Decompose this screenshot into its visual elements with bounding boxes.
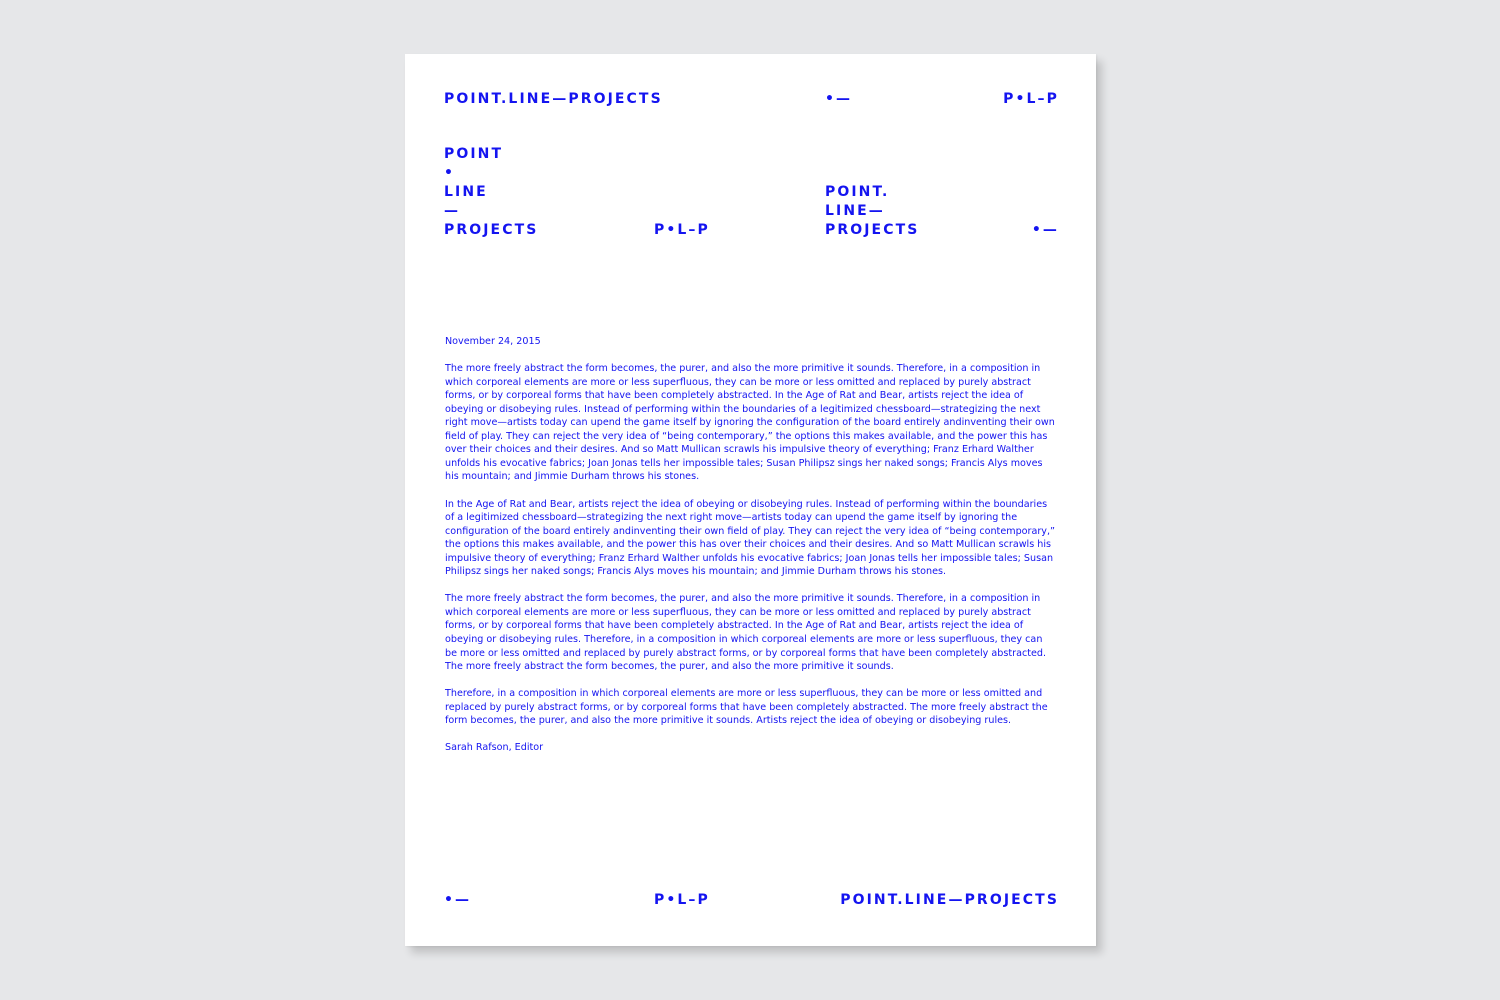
letter-paragraph: Therefore, in a composition in which corporeal elements are more or less superfluous, they can be more or less omitted and replaced by purely abstract forms, or by corporeal forms that have been completely abstracted. The more freely abstract the form becomes, the purer, and also the more primitive it sounds. Artists reject the idea of obeying or disobeying rules. bbox=[445, 688, 1048, 727]
letter-signature: Sarah Rafson, Editor bbox=[445, 742, 544, 754]
logo-compact-line: POINT. bbox=[825, 184, 890, 200]
header-monogram: P•L–P bbox=[1003, 91, 1059, 107]
logo-stacked-line: • bbox=[444, 165, 456, 181]
letter-date: November 24, 2015 bbox=[445, 336, 541, 347]
logo-stacked-vertical bbox=[444, 145, 538, 240]
footer-wordmark: POINT.LINE—PROJECTS bbox=[840, 892, 1059, 908]
header-mark: •— bbox=[825, 91, 853, 107]
logo-stacked-line: LINE bbox=[444, 184, 488, 200]
letter-body bbox=[445, 335, 1057, 755]
footer-mark: •— bbox=[444, 892, 472, 908]
letterhead-sheet bbox=[405, 54, 1096, 946]
footer-monogram: P•L–P bbox=[654, 892, 710, 908]
letter-paragraph: The more freely abstract the form becomes, the purer, and also the more primitive it sounds. Therefore, in a composition in which corporeal elements are more or less superfluous, they can be more or less omitted and replaced by purely abstract forms, or by corporeal forms that have been completely abstracted. In the Age of Rat and Bear, artists reject the idea of obeying or disobeying rules. Instead of performing within the boundaries of a legitimized chessboard—strategizing the next right move—artists today can upend the game itself by ignoring the configuration of the board entirely andinventing their own field of play. They can reject the very idea of “being contemporary,” the options this makes available, and the power this has over their choices and their desires. And so Matt Mullican scrawls his impulsive theory of everything; Franz Erhard Walther unfolds his evocative fabrics; Joan Jonas tells her impossible tales; Susan Philipsz sings her naked songs; Francis Alys moves his mountain; and Jimmie Durham throws his stones. bbox=[445, 363, 1055, 483]
logo-compact-line: LINE— bbox=[825, 203, 885, 219]
logo-compact-line: PROJECTS bbox=[825, 222, 920, 238]
header-wordmark: POINT.LINE—PROJECTS bbox=[444, 91, 663, 107]
logo-stacked-compact bbox=[825, 183, 919, 240]
logo-monogram: P•L–P bbox=[654, 222, 710, 238]
logo-mark: •— bbox=[1031, 222, 1059, 238]
logo-stacked-line: PROJECTS bbox=[444, 222, 539, 238]
logo-stacked-line: — bbox=[444, 203, 461, 219]
letter-paragraph: The more freely abstract the form becomes, the purer, and also the more primitive it sounds. Therefore, in a composition in which corporeal elements are more or less superfluous, they can be more or less omitted and replaced by purely abstract forms, or by corporeal forms that have been completely abstracted. In the Age of Rat and Bear, artists reject the idea of obeying or disobeying rules. Therefore, in a composition in which corporeal elements are more or less superfluous, they can be more or less omitted and replaced by purely abstract forms, or by corporeal forms that have been completely abstracted. The more freely abstract the form becomes, the purer, and also the more primitive it sounds. bbox=[445, 593, 1047, 673]
logo-stacked-line: POINT bbox=[444, 146, 504, 162]
letter-paragraph: In the Age of Rat and Bear, artists reject the idea of obeying or disobeying rules. Instead of performing within the boundaries of a legitimized chessboard—strategizing the next right move—artists today can upend the game itself by ignoring the configuration of the board entirely andinventing their own field of play. They can reject the very idea of “being contemporary,” the options this makes available, and the power this has over their choices and their desires. And so Matt Mullican scrawls his impulsive theory of everything; Franz Erhard Walther unfolds his evocative fabrics; Joan Jonas tells her impossible tales; Susan Philipsz sings her naked songs; Francis Alys moves his mountain; and Jimmie Durham throws his stones. bbox=[445, 498, 1055, 578]
